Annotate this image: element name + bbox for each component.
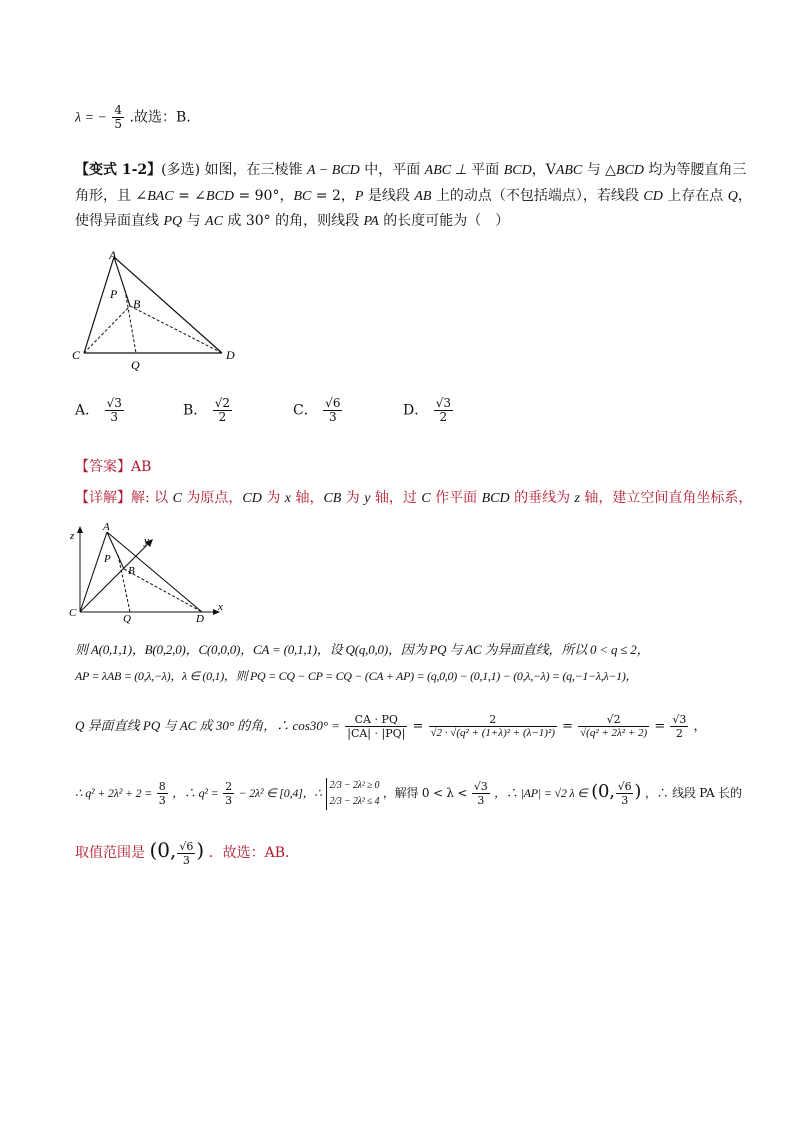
problem-line-2	[75, 186, 752, 207]
interval-close: )	[634, 781, 642, 802]
edge-BD	[130, 306, 222, 353]
solution-text: 则 A(0,1,1)，B(0,2,0)，C(0,0,0)，CA = (0,1,1)，设 Q(q,0,0)，因为 PQ 与 AC 为异面直线，所以 0 < q ≤ 2，	[75, 642, 650, 657]
problem-line-3	[75, 211, 509, 232]
fraction	[670, 713, 688, 740]
text: = 90°，	[234, 188, 294, 204]
frac-num: √2	[578, 713, 649, 727]
text: 角形，且 ∠	[75, 188, 148, 204]
label-D: D	[196, 613, 204, 624]
frac-num: 2	[429, 713, 557, 727]
frac-num: √3	[435, 396, 451, 410]
frac-num: 4	[114, 103, 123, 117]
text: 轴，建立空间直角坐标系，	[579, 490, 753, 506]
solution-line-3	[75, 708, 707, 745]
math: BCD	[615, 163, 644, 178]
frac-den: 2	[675, 727, 683, 740]
frac-den: 5	[114, 117, 123, 131]
fraction	[429, 713, 557, 740]
text: 为原点，	[181, 490, 243, 506]
math: PQ	[163, 214, 183, 229]
label-B: B	[128, 565, 135, 577]
text: 作平面	[430, 490, 482, 506]
inequality-system	[326, 778, 380, 810]
text: ，V	[531, 162, 556, 178]
solution-text: ，解得 0 < λ <	[382, 786, 468, 800]
problem-tag: 【变式 1-2】	[75, 162, 162, 178]
text: = 2，	[311, 188, 355, 204]
text: 上存在点	[662, 188, 728, 204]
text: 使得异面直线	[75, 213, 164, 229]
label-y: y	[144, 535, 149, 547]
fraction	[223, 780, 234, 807]
math: P	[354, 189, 364, 204]
option-c[interactable]	[293, 397, 343, 424]
interval-open: (0,	[591, 781, 615, 802]
solution-text: Q 异面直线 PQ 与 AC 成 30° 的角，∴ cos30° =	[75, 718, 341, 733]
frac-num: 8	[158, 780, 166, 793]
text: (多选) 如图，在三棱锥	[161, 162, 307, 178]
frac-den: √2 · √(q² + (1+λ)² + (λ−1)²)	[430, 727, 555, 739]
lambda-eq: λ = −	[75, 110, 107, 126]
option-b[interactable]	[183, 397, 233, 424]
fraction	[434, 397, 453, 424]
frac-num: √3	[106, 396, 122, 410]
z-arrow	[77, 526, 83, 533]
punct: ，	[693, 719, 707, 734]
coordinate-figure	[68, 522, 238, 624]
fraction	[105, 397, 124, 424]
text: 上的动点（不包括端点），若线段	[431, 188, 644, 204]
label-D: D	[226, 348, 235, 362]
conclusion-text: .故选：B.	[129, 109, 191, 126]
frac-num: 2	[225, 780, 232, 793]
frac-den: 2	[218, 410, 227, 424]
frac-num: √3	[473, 780, 488, 793]
text: 中，平面	[359, 162, 425, 178]
solution-text: 取值范围是	[75, 845, 145, 861]
frac-den: 3	[621, 794, 628, 807]
frac-num: √6	[325, 396, 341, 410]
tetrahedron-figure	[70, 248, 250, 373]
math: y	[364, 491, 371, 506]
answer-value: AB	[131, 459, 152, 475]
equals: =	[412, 719, 424, 734]
fraction	[177, 840, 195, 867]
frac-num: √6	[179, 839, 194, 853]
option-letter: A．	[75, 402, 100, 419]
math: ABC	[555, 163, 583, 178]
math: BCD	[481, 491, 510, 506]
text: 与	[182, 213, 206, 229]
math: BCD	[206, 189, 235, 204]
problem-line-1	[75, 160, 746, 181]
math: AB	[414, 189, 432, 204]
frac-den: 3	[477, 794, 485, 807]
math: PA	[363, 214, 379, 229]
fraction	[345, 713, 407, 740]
text: 平面	[466, 162, 504, 178]
edge-AC	[80, 532, 107, 612]
text: 为	[341, 490, 365, 506]
frac-num: √2	[214, 396, 231, 410]
text: 解: 以	[131, 490, 173, 506]
frac-den: 3	[182, 853, 190, 867]
fraction	[112, 104, 124, 131]
fraction	[616, 780, 634, 807]
answer-line	[75, 457, 151, 477]
label-Q: Q	[123, 613, 131, 624]
edge-AC	[84, 257, 114, 353]
math: x	[284, 491, 291, 506]
text: 轴，过	[370, 490, 422, 506]
solution-line-5	[75, 832, 299, 871]
frac-den: 3	[225, 794, 232, 807]
text: = ∠	[173, 188, 207, 204]
option-letter: B．	[183, 402, 208, 419]
previous-answer-line	[75, 104, 191, 131]
text: ，	[737, 188, 752, 204]
label-B: B	[133, 297, 141, 311]
equals: =	[562, 719, 573, 734]
math: CD	[643, 189, 663, 204]
label-A: A	[109, 248, 117, 262]
option-letter: D．	[403, 402, 429, 419]
solution-text: ．故选：AB．	[208, 845, 300, 861]
solution-text: ，∴ q² =	[172, 786, 219, 800]
solution-line-4	[75, 772, 742, 813]
answer-label: 【答案】	[75, 459, 131, 475]
math: BAC	[147, 189, 174, 204]
text: 的垂线为	[509, 490, 575, 506]
label-P: P	[110, 287, 118, 301]
option-d[interactable]	[403, 397, 454, 424]
label-x: x	[218, 601, 223, 613]
fraction	[157, 780, 168, 807]
detail-line	[75, 488, 752, 509]
solution-text: AP = λAB = (0,λ,−λ)，λ ∈ (0,1)，则 PQ = CQ − CP = CQ − (CA + AP) = (q,0,0) − (0,1,1) − (0,λ,−λ) = (q,−1−λ,λ−1)，	[75, 669, 638, 683]
label-P: P	[104, 553, 111, 565]
frac-den: 3	[328, 410, 337, 424]
interval-open: (0,	[149, 838, 177, 862]
frac-den: 3	[110, 410, 119, 424]
frac-num: √3	[672, 713, 687, 726]
math: C	[421, 491, 431, 506]
solution-line-1	[75, 640, 649, 661]
math: Q	[727, 189, 738, 204]
math: BC	[293, 189, 312, 204]
label-Q: Q	[131, 358, 140, 372]
option-letter: C．	[293, 402, 318, 419]
solution-text: ，∴ 线段 PA 长的	[644, 786, 742, 800]
fraction	[323, 397, 342, 424]
frac-den: 3	[158, 794, 166, 807]
solution-line-2	[75, 666, 637, 686]
solution-text: − 2λ² ∈ [0,4]，∴	[238, 786, 322, 800]
text: 为	[261, 490, 285, 506]
math: C	[172, 491, 182, 506]
math: CB	[323, 491, 342, 506]
label-z: z	[70, 530, 75, 542]
text: 是线段	[363, 188, 415, 204]
system-row: 2/3 − 2λ² ≤ 4	[329, 795, 380, 807]
text: 成 30° 的角，则线段	[222, 213, 364, 229]
solution-text: ，∴ |AP| = √2 λ ∈	[494, 786, 588, 800]
frac-den: √(q² + 2λ² + 2)	[580, 727, 648, 739]
math: CD	[242, 491, 262, 506]
fraction	[472, 780, 490, 807]
math: A − BCD	[307, 163, 360, 178]
label-A: A	[103, 522, 110, 533]
math: AC	[205, 214, 223, 229]
solution-text: ∴ q² + 2λ² + 2 =	[75, 786, 153, 800]
edge-BD	[124, 569, 202, 612]
frac-den: |CA| · |PQ|	[347, 727, 406, 740]
fraction	[578, 713, 649, 740]
detail-label: 【详解】	[75, 490, 131, 506]
text: 的长度可能为（ ）	[378, 213, 510, 229]
frac-num: √6	[617, 780, 632, 793]
frac-num: CA · PQ	[345, 713, 407, 727]
option-a[interactable]	[75, 397, 125, 424]
text: 与 △	[582, 162, 616, 178]
math: ABC ⊥	[424, 163, 467, 178]
text: 均为等腰直角三	[643, 162, 747, 178]
fraction	[213, 397, 232, 424]
label-C: C	[72, 348, 81, 362]
system-row: 2/3 − 2λ² ≥ 0	[329, 779, 380, 791]
frac-den: 2	[439, 410, 448, 424]
label-C: C	[69, 607, 77, 619]
math: z	[574, 491, 580, 506]
interval-close: )	[196, 838, 205, 862]
text: 轴，	[291, 490, 324, 506]
equals: =	[654, 719, 666, 734]
math: BCD	[503, 163, 532, 178]
